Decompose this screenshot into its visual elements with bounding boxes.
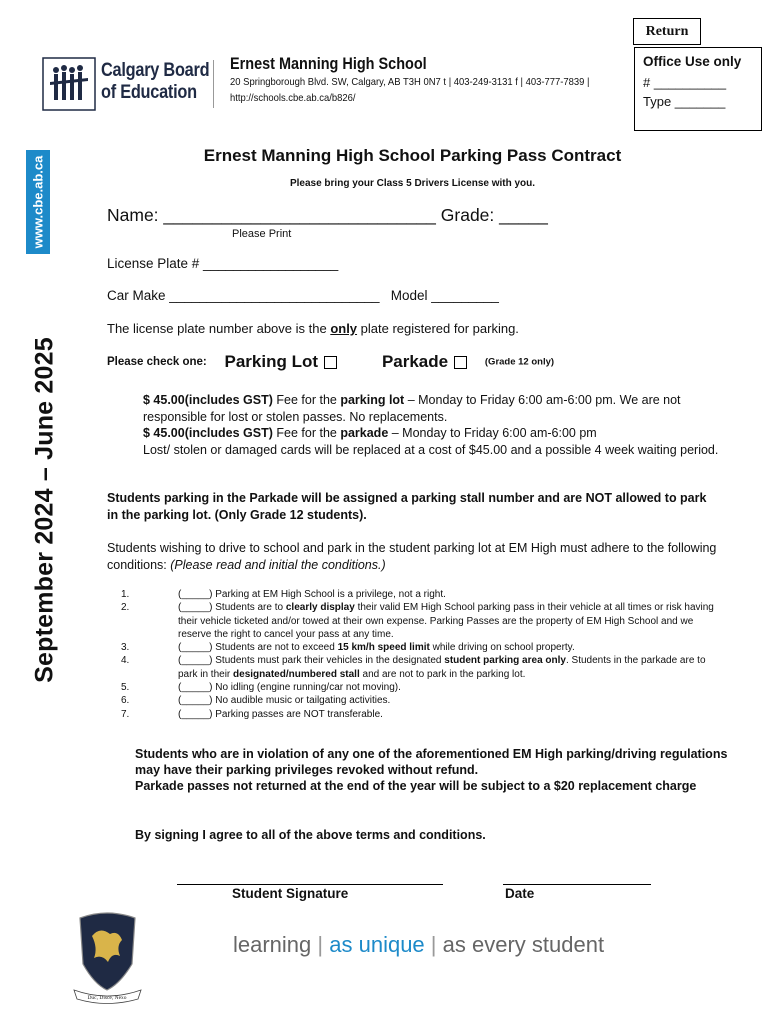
condition-item [107, 654, 717, 681]
pass-type-selector [107, 352, 554, 372]
office-type-field: Type _______ [643, 94, 726, 109]
parking-lot-label: Parking Lot [224, 352, 319, 371]
office-use-title: Office Use only [643, 54, 742, 69]
condition-text[interactable]: (_____) Students are to clearly display their valid EM High School parking pass in their vehicle at all times or risk having their vehicle ticketed and/or towed at their own expense. Parking Passes are the property of EM High School and we reserve the right to cancel your pass at any time. [178, 602, 714, 640]
tagline-part-2: as unique [329, 932, 425, 957]
lost-card-fee: Lost/ stolen or damaged cards will be replaced at a cost of $45.00 and a possible 4 week waiting period. [143, 442, 719, 457]
parkade-return-text: Parkade passes not returned at the end of the year will be subject to a $20 replacement charge [135, 779, 697, 794]
condition-text[interactable]: (_____) No idling (engine running/car not moving). [178, 682, 401, 694]
header-divider [213, 60, 214, 108]
return-button[interactable]: Return [633, 18, 701, 45]
conditions-list [107, 588, 717, 721]
condition-number: 7. [121, 708, 130, 720]
condition-item [107, 601, 717, 641]
car-make-model-row [107, 288, 499, 303]
condition-item [107, 694, 717, 707]
cbe-logo-text [101, 60, 209, 104]
license-plate-field[interactable]: License Plate # __________________ [107, 256, 339, 271]
condition-text[interactable]: (_____) No audible music or tailgating activities. [178, 695, 391, 707]
please-print-hint: Please Print [232, 228, 292, 240]
check-one-label: Please check one: [107, 356, 207, 368]
school-crest-icon [70, 906, 145, 1006]
plate-notice [107, 321, 519, 336]
cbe-tagline: learning | as unique | as every student [233, 932, 605, 957]
plate-notice-pre: The license plate number above is the [107, 321, 331, 336]
condition-item [107, 641, 717, 654]
name-grade-field[interactable]: Name: ____________________________ Grade: _____ [107, 205, 548, 225]
logo-line-2: of Education [101, 82, 197, 103]
date-line[interactable] [503, 884, 651, 885]
page-title: Ernest Manning High School Parking Pass Contract [203, 146, 622, 165]
conditions-intro: Students wishing to drive to school and park in the student parking lot at EM High must adhere to the following conditions: (Please read and initial the conditions.) [107, 541, 717, 572]
parking-lot-checkbox[interactable] [324, 356, 337, 369]
school-year-vertical: September 2024 – June 2025 [30, 337, 59, 683]
plate-notice-post: plate registered for parking. [357, 321, 519, 336]
signature-label: Student Signature [232, 886, 349, 901]
parkade-checkbox[interactable] [454, 356, 467, 369]
model-field[interactable]: _________ [427, 288, 499, 303]
plate-notice-only: only [330, 321, 358, 336]
logo-line-1: Calgary Board [101, 60, 210, 81]
parkade-fee: $ 45.00(includes GST) Fee for the parkade – Monday to Friday 6:00 am-6:00 pm [143, 426, 597, 440]
lot-fee: $ 45.00(includes GST) Fee for the parking lot – Monday to Friday 6:00 am-6:00 pm. We are not responsible for lost or stolen passes. No replacements. [143, 393, 681, 424]
signature-line[interactable] [177, 884, 443, 885]
fee-details [143, 392, 723, 458]
condition-text[interactable]: (_____) Parking passes are NOT transferable. [178, 708, 383, 720]
condition-number: 5. [121, 682, 130, 694]
office-number-field: # __________ [643, 75, 727, 90]
condition-number: 3. [121, 642, 130, 654]
violation-notice [135, 746, 735, 795]
page-subtitle: Please bring your Class 5 Drivers License with you. [289, 178, 536, 189]
condition-number: 2. [121, 602, 130, 614]
tagline-part-1: learning [233, 932, 312, 957]
school-url[interactable]: http://schools.cbe.ab.ca/b826/ [230, 92, 356, 104]
car-make-label: Car Make [107, 288, 166, 303]
condition-item [107, 708, 717, 721]
parkade-label: Parkade [381, 352, 449, 371]
tagline-part-3: as every student [442, 932, 605, 957]
school-name: Ernest Manning High School [230, 54, 427, 73]
condition-text[interactable]: (_____) Students must park their vehicles in the designated student parking area only. Students in the parkade are to park in their designated/numbered stall and are not to park in the parking lot. [178, 655, 706, 680]
agreement-statement: By signing I agree to all of the above terms and conditions. [135, 828, 486, 842]
school-address: 20 Springborough Blvd. SW, Calgary, AB T3H 0N7 t | 403-249-3131 f | 403-777-7839 | [230, 76, 590, 88]
website-side-tab-text: www.cbe.ab.ca [30, 155, 46, 249]
violation-text: Students who are in violation of any one of the aforementioned EM High parking/driving regulations may have their parking privileges revoked without refund. [135, 747, 728, 778]
condition-item [107, 681, 717, 694]
parkade-stall-note: Students parking in the Parkade will be assigned a parking stall number and are NOT allowed to park in the parking lot. (Only Grade 12 students). [107, 491, 707, 522]
condition-number: 1. [121, 589, 130, 600]
condition-number: 6. [121, 695, 130, 707]
condition-text[interactable]: (_____) Parking at EM High School is a privilege, not a right. [178, 589, 446, 600]
model-label: Model [390, 288, 428, 303]
grade-12-note: (Grade 12 only) [484, 356, 555, 368]
office-use-box [634, 47, 762, 131]
car-make-field[interactable]: ____________________________ [165, 288, 380, 303]
condition-number: 4. [121, 655, 130, 667]
condition-text[interactable]: (_____) Students are not to exceed 15 km/h speed limit while driving on school property. [178, 642, 575, 654]
condition-item [107, 588, 717, 601]
crest-motto: Duc, Disce, Nexo [87, 995, 127, 1001]
date-label: Date [505, 886, 535, 901]
